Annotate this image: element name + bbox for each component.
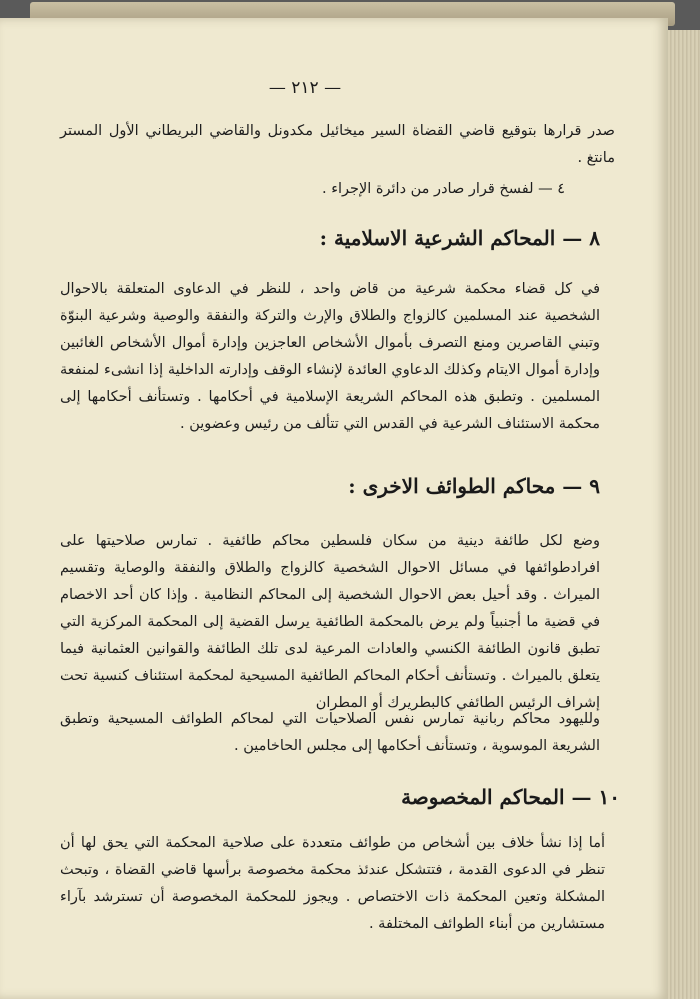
page-number: — ٢١٢ —	[268, 78, 342, 98]
intro-item-4: ٤ — لفسخ قرار صادر من دائرة الإجراء .	[321, 181, 565, 197]
intro-paragraph: صدر قرارها بتوقيع قاضي القضاة السير ميخائيل مكدونل والقاضي البريطاني الأول المستر مانتغ .	[60, 123, 615, 166]
section-8-paragraph: في كل قضاء محكمة شرعية من قاض واحد ، للنظر في الدعاوى المتعلقة بالاحوال الشخصية عند المسلمين كالزواج والطلاق والإرث والتركة والنفقة والوصية وشرعية البنوّة وتبني القاصرين ومنع التصرف بأموال الأشخاص العاجزين وإدارة أموال الأشخاص الغائبين وإدارة أموال الايتام وكذلك الدعاوي العائدة لإنشاء الوقف وإدارته الداخلية إذا انشىء لمنفعة المسلمين . وتطبق هذه المحاكم الشريعة الإسلامية في أحكامها . وتستأنف أحكامها إلى محكمة الاستئناف الشرعية في القدس التي تتألف من رئيس وعضوين .	[60, 281, 600, 432]
section-9-paragraph-2: ولليهود محاكم ربانية تمارس نفس الصلاحيات التي لمحاكم الطوائف المسيحية وتطبق الشريعة الموسوية ، وتستأنف أحكامها إلى مجلس الحاخامين .	[60, 711, 600, 754]
section-9-heading: ٩ — محاكم الطوائف الاخرى :	[348, 474, 600, 498]
section-10-heading: ١٠ — المحاكم المخصوصة	[401, 785, 620, 809]
book-page	[0, 18, 668, 999]
section-10-paragraph: أما إذا نشأ خلاف بين أشخاص من طوائف متعددة على صلاحية المحكمة التي يحق لها أن تنظر في الدعوى القدمة ، فتتشكل عندئذ محكمة مخصوصة برأسها قاضي القضاة ، وتبحث المشكلة وتعين المحكمة ذات الاختصاص . ويجوز للمحكمة المخصوصة أن تسترشد بآراء مستشارين من أبناء الطوائف المختلفة .	[60, 835, 605, 932]
section-9-paragraph-1: وضع لكل طائفة دينية من سكان فلسطين محاكم طائفية . تمارس صلاحيتها على افرادطوائفها في مسائل الاحوال الشخصية كالزواج والطلاق والنفقة والوصاية وتقسيم الميراث . وقد أحيل بعض الاحوال الشخصية إلى المحاكم النظامية . وإذا كان أحد الاخصام في قضية ما أجنبياً ولم يرض بالمحكمة الطائفية يرسل القضية إلى المحكمة المركزية التي تطبق قانون الطائفة الكنسي والعادات المرعية لدى تلك الطائفة والقوانين العثمانية فيما يتعلق بالميراث . وتستأنف أحكام المحاكم الطائفية المسيحية لمحكمة استئناف كنسية تحت إشراف الرئيس الطائفي كالبطريرك أو المطران	[60, 533, 600, 711]
section-8-heading: ٨ — المحاكم الشرعية الاسلامية :	[319, 226, 600, 250]
